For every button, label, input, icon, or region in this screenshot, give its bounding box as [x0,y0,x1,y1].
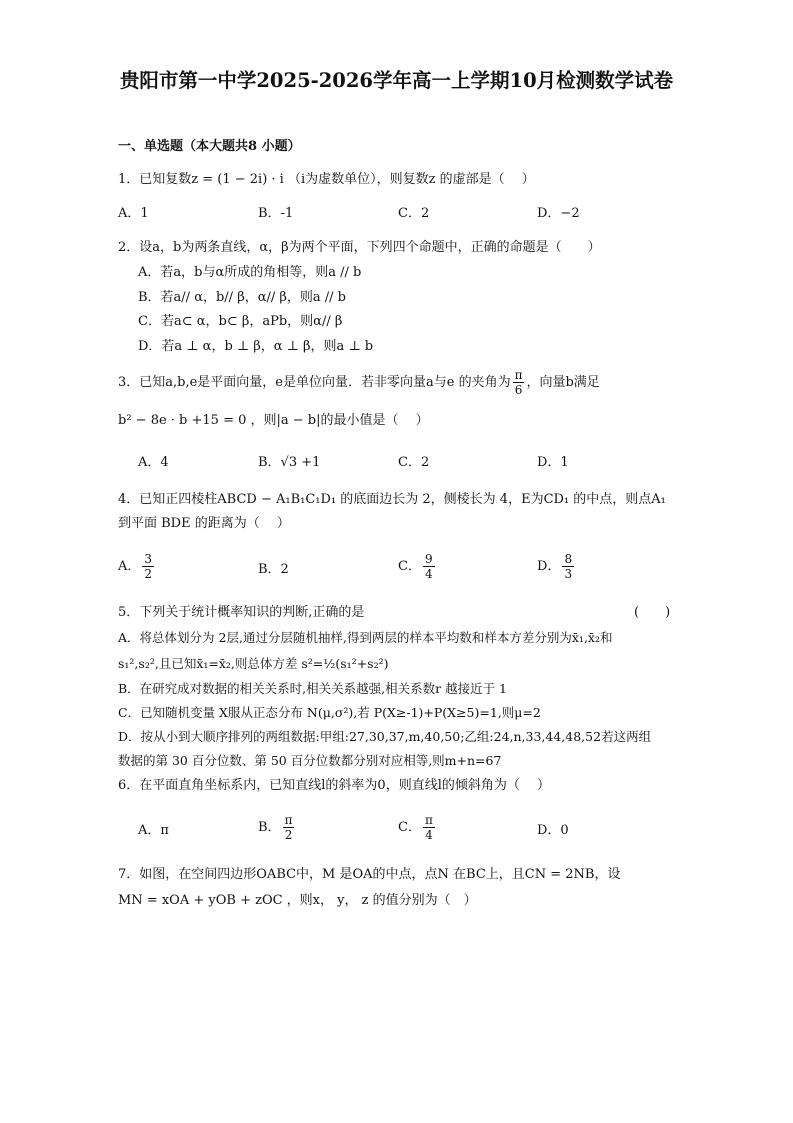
q6-b-den: 2 [284,828,293,842]
q3-stem-text: 3．已知a,b,e是平面向量，e是单位向量．若非零向量a与e 的夹角为 [118,375,511,390]
question-5-stem: 5．下列关于统计概率知识的判断,正确的是 [118,605,365,620]
q6-option-c-fraction [423,813,435,842]
q4-a-num: 3 [144,552,153,566]
q4-a-den: 2 [144,567,153,581]
q5-answer-paren: ( ) [634,605,671,620]
page-title: 贵阳市第一中学2025-2026学年高一上学期10月检测数学试卷 [119,69,674,92]
q4-option-c-fraction [423,552,435,581]
q3-angle-fraction [513,368,525,397]
q3-frac-numerator: π [514,368,523,382]
q1-option-b: B．-1 [258,206,294,221]
q5-option-d-line1: D．按从小到大顺序排列的两组数据:甲组:27,30,37,m,40,50;乙组:24,n,33,44,48,52若这两组 [118,729,652,744]
q6-option-c-label: C． [398,820,421,835]
q1-option-a: A．1 [118,206,149,221]
q4-option-a-label: A． [118,559,141,574]
question-4-stem-line2: 到平面 BDE 的距离为（ ） [118,516,290,531]
q6-option-b-label: B． [258,820,281,835]
question-4-stem-line1: 4．已知正四棱柱ABCD − A₁B₁C₁D₁ 的底面边长为 2，侧棱长为 4，E为CD₁ 的中点，则点A₁ [118,492,666,507]
q1-option-d: D．−2 [537,206,580,221]
q4-option-c [398,552,437,581]
q3-stem-tail: ，向量b满足 [526,375,600,390]
q3-frac-denominator: 6 [514,383,523,397]
q5-option-c: C．已知随机变量 X服从正态分布 N(μ,σ²),若 P(X≥-1)+P(X≥5)=1,则μ=2 [118,705,541,720]
q5-option-a-line2: s₁²,s₂²,且已知x̄₁=x̄₂,则总体方差 s²=½(s₁²+s₂²) [118,656,389,671]
q2-option-d: D．若a ⊥ α，b ⊥ β，α ⊥ β，则a ⊥ b [138,339,374,354]
q4-option-a-fraction [142,552,154,581]
q4-option-b: B．2 [258,562,289,577]
q5-option-b: B．在研究成对数据的相关关系时,相关关系越强,相关系数r 越接近于 1 [118,681,508,696]
q6-c-den: 4 [425,828,433,842]
q3-option-c: C．2 [398,455,430,470]
question-3-stem-line2: b² − 8e · b +15 = 0 ，则|a − b|的最小值是（ ） [118,413,429,428]
q6-b-num: π [284,813,293,827]
question-7-stem-line1: 7．如图，在空间四边形OABC中，M 是OA的中点，点N 在BC上，且CN = 2NB，设 [118,867,621,882]
question-1-stem: 1．已知复数z = (1 − 2i) · i （i为虚数单位），则复数z 的虚部是（ ） [118,172,535,187]
q1-option-c: C．2 [398,206,430,221]
q4-option-a [118,552,156,581]
q6-option-b [258,813,296,842]
q3-option-d: D．1 [537,455,569,470]
q4-option-d [537,552,576,581]
q2-option-a: A．若a，b与α所成的角相等，则a // b [138,265,362,280]
q6-c-num: π [424,813,433,827]
q5-option-a-line1: A．将总体划分为 2层,通过分层随机抽样,得到两层的样本平均数和样本方差分别为x̄₁,x̄₂和 [118,630,613,645]
q6-option-d: D．0 [537,823,569,838]
q6-option-b-fraction [283,813,295,842]
q2-option-c: C．若a⊂ α，b⊂ β，aPb，则α// β [138,314,343,329]
q5-option-d-line2: 数据的第 30 百分位数、第 50 百分位数都分别对应相等,则m+n=67 [118,753,502,768]
section-heading: 一、单选题（本大题共8 小题） [118,139,301,154]
q4-option-d-fraction [562,552,574,581]
q3-option-a: A．4 [138,455,169,470]
question-6-stem: 6．在平面直角坐标系内，已知直线l的斜率为0，则直线l的倾斜角为（ ） [118,778,550,793]
question-7-stem-line2: MN = xOA + yOB + zOC ，则x， y， z 的值分别为（ ） [118,893,477,908]
q4-c-den: 4 [424,567,433,581]
q2-option-b: B．若a// α，b// β，α// β，则a // b [138,290,346,305]
q4-c-num: 9 [424,552,433,566]
q6-option-a: A．π [138,823,169,838]
q4-option-d-label: D． [537,559,561,574]
q4-d-num: 8 [564,552,573,566]
question-2-stem: 2．设a，b为两条直线，α，β为两个平面，下列四个命题中，正确的命题是（ ） [118,240,601,255]
question-3-stem-line1 [118,368,600,398]
q4-d-den: 3 [564,567,573,581]
q6-option-c [398,813,437,842]
q3-option-b: B．√3 +1 [258,455,321,470]
q4-option-c-label: C． [398,559,421,574]
